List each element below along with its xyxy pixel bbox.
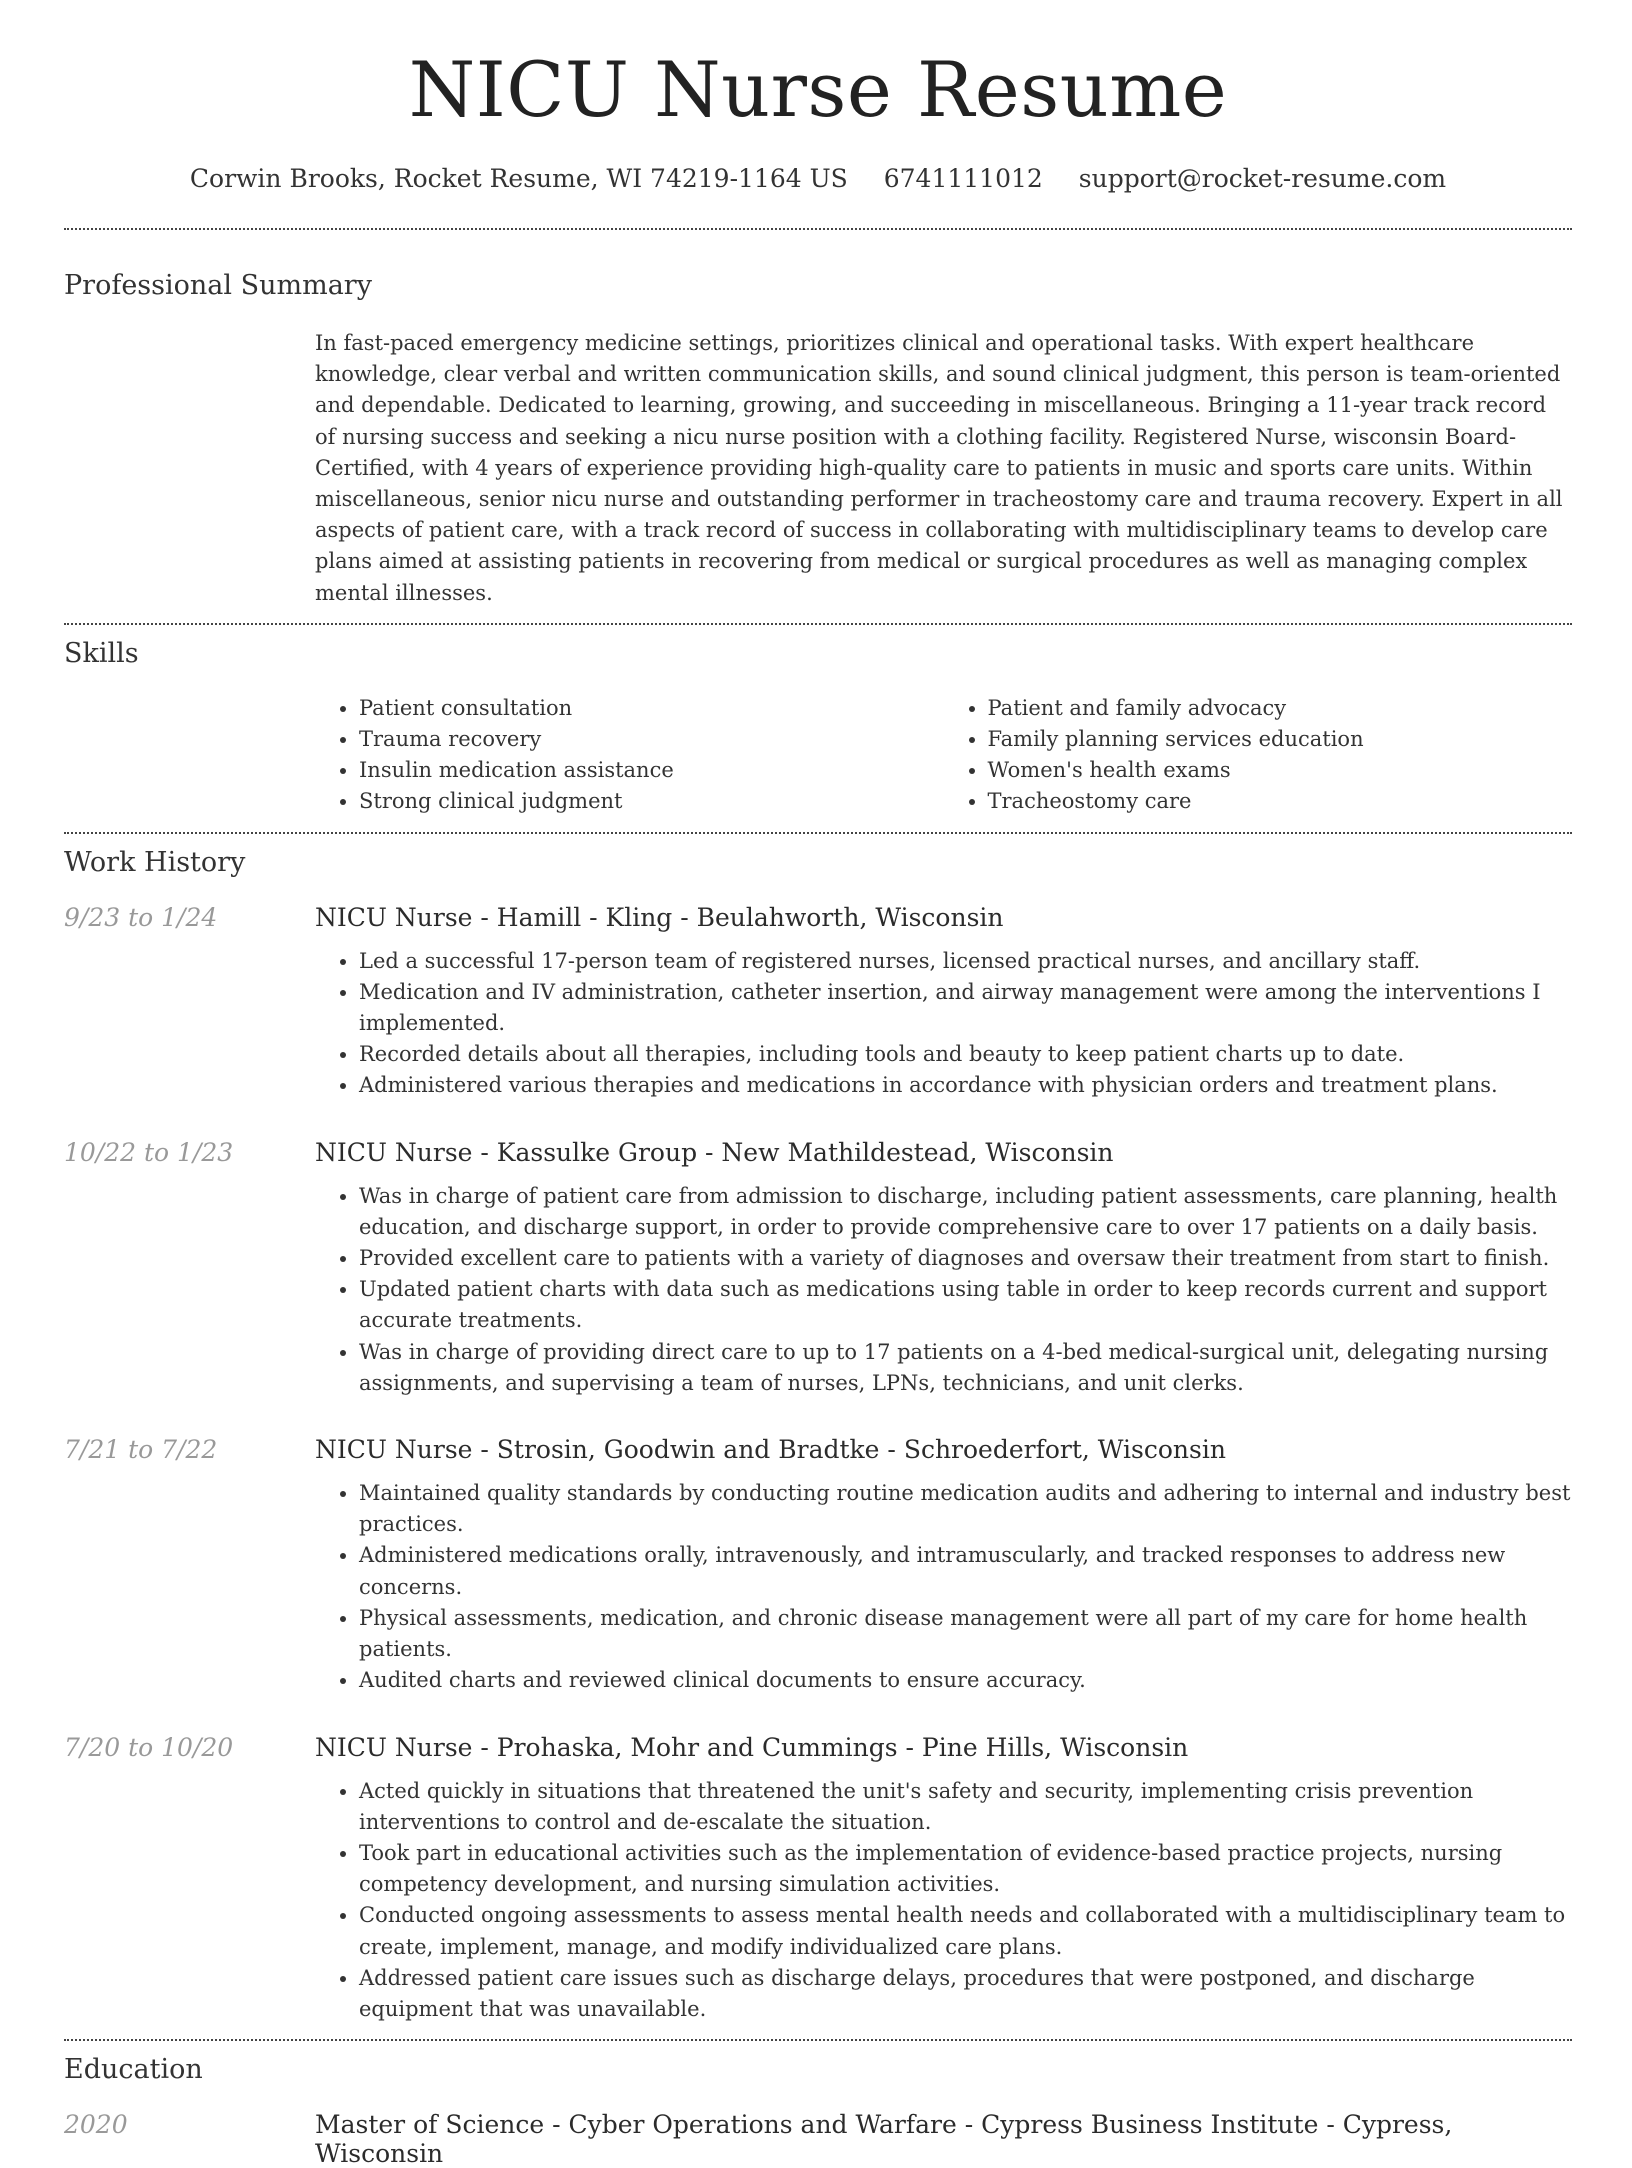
work-section bbox=[64, 847, 1572, 2025]
divider bbox=[64, 623, 1572, 625]
job-bullets bbox=[315, 1478, 1572, 1696]
job-bullet: • Led a successful 17-person team of registered nurses, licensed practical nurses, and ancillary staff. bbox=[359, 946, 1572, 977]
job-bullets bbox=[315, 946, 1572, 1102]
job-bullet: • Conducted ongoing assessments to assess mental health needs and collaborated with a multidisciplinary team to create, implement, manage, and modify individualized care plans. bbox=[359, 1900, 1572, 1962]
job-bullet: • Was in charge of patient care from admission to discharge, including patient assessments, care planning, health education, and discharge support, in order to provide comprehensive care to over 17 patients on a daily basis. bbox=[359, 1181, 1572, 1243]
skills-columns bbox=[315, 693, 1572, 818]
job-date: 10/22 to 1/23 bbox=[64, 1137, 234, 1167]
job-title: NICU Nurse - Kassulke Group - New Mathildestead, Wisconsin bbox=[315, 1137, 1114, 1167]
job-bullet: • Took part in educational activities such as the implementation of evidence-based practice projects, nursing competency development, and nursing simulation activities. bbox=[359, 1838, 1572, 1900]
job-bullet: • Audited charts and reviewed clinical documents to ensure accuracy. bbox=[359, 1665, 1572, 1696]
job-body bbox=[315, 1138, 1572, 1399]
job-bullet: • Administered medications orally, intravenously, and intramuscularly, and tracked responses to address new concerns. bbox=[359, 1540, 1572, 1602]
education-section bbox=[64, 2054, 1572, 2168]
job-bullet: • Administered various therapies and medications in accordance with physician orders and treatment plans. bbox=[359, 1070, 1572, 1101]
job-bullet: • Physical assessments, medication, and chronic disease management were all part of my care for home health patients. bbox=[359, 1603, 1572, 1665]
education-heading: Education bbox=[64, 2054, 203, 2086]
education-date: 2020 bbox=[64, 2110, 128, 2140]
skill-item: • Women's health exams bbox=[988, 755, 1573, 786]
contact-line bbox=[64, 164, 1572, 193]
job-bullet: • Recorded details about all therapies, including tools and beauty to keep patient charts up to date. bbox=[359, 1039, 1572, 1070]
job-bullet: • Was in charge of providing direct care to up to 17 patients on a 4-bed medical-surgical unit, delegating nursing assignments, and supervising a team of nurses, LPNs, technicians, and unit clerks. bbox=[359, 1337, 1572, 1399]
job-bullets bbox=[315, 1181, 1572, 1399]
resume-page bbox=[64, 0, 1572, 2168]
education-body bbox=[315, 2110, 1572, 2168]
divider bbox=[64, 832, 1572, 834]
job-bullet: • Addressed patient care issues such as discharge delays, procedures that were postponed, and discharge equipment that was unavailable. bbox=[359, 1963, 1572, 2025]
contact-email: support@rocket-resume.com bbox=[1078, 164, 1447, 193]
skills-heading: Skills bbox=[64, 637, 139, 669]
summary-section bbox=[64, 270, 1572, 609]
skills-section bbox=[64, 638, 1572, 818]
divider bbox=[64, 2039, 1572, 2041]
skills-right-list bbox=[944, 693, 1573, 818]
job-bullet: • Medication and IV administration, catheter insertion, and airway management were among the interventions I implemented. bbox=[359, 977, 1572, 1039]
job-entry bbox=[64, 1435, 1572, 1696]
skill-item: • Patient consultation bbox=[359, 693, 944, 724]
skill-item: • Patient and family advocacy bbox=[988, 693, 1573, 724]
summary-heading: Professional Summary bbox=[64, 270, 372, 301]
resume-title: NICU Nurse Resume bbox=[408, 45, 1228, 134]
job-entry bbox=[64, 1733, 1572, 2026]
job-title: NICU Nurse - Strosin, Goodwin and Bradtke - Schroederfort, Wisconsin bbox=[315, 1435, 1226, 1465]
summary-text: In fast-paced emergency medicine settings, prioritizes clinical and operational tasks. With expert healthcare knowledge, clear verbal and written communication skills, and sound clinical judgment, this person is team-oriented and dependable. Dedicated to learning, growing, and succeeding in miscellaneous. Bringing a 11-year track record of nursing success and seeking a nicu nurse position with a clothing facility. Registered Nurse, wisconsin Board-Certified, with 4 years of experience providing high-quality care to patients in music and sports care units. Within miscellaneous, senior nicu nurse and outstanding performer in tracheostomy care and trauma recovery. Expert in all aspects of patient care, with a track record of success in collaborating with multidisciplinary teams to develop care plans aimed at assisting patients in recovering from medical or surgical procedures as well as managing complex mental illnesses. bbox=[315, 331, 1563, 605]
skill-item: • Insulin medication assistance bbox=[359, 755, 944, 786]
job-bullets bbox=[315, 1776, 1572, 2026]
contact-phone: 6741111012 bbox=[883, 164, 1043, 193]
skill-item: • Strong clinical judgment bbox=[359, 786, 944, 817]
job-entry bbox=[64, 903, 1572, 1102]
job-date: 7/21 to 7/22 bbox=[64, 1435, 218, 1465]
job-bullet: • Maintained quality standards by conducting routine medication audits and adhering to internal and industry best practices. bbox=[359, 1478, 1572, 1540]
job-body bbox=[315, 1733, 1572, 2026]
job-title: NICU Nurse - Hamill - Kling - Beulahworth, Wisconsin bbox=[315, 902, 1004, 932]
job-bullet: • Acted quickly in situations that threatened the unit's safety and security, implementing crisis prevention interventions to control and de-escalate the situation. bbox=[359, 1776, 1572, 1838]
skills-left-list bbox=[315, 693, 944, 818]
skill-item: • Tracheostomy care bbox=[988, 786, 1573, 817]
skill-item: • Trauma recovery bbox=[359, 724, 944, 755]
job-bullet: • Provided excellent care to patients with a variety of diagnoses and oversaw their treatment from start to finish. bbox=[359, 1243, 1572, 1274]
divider bbox=[64, 228, 1572, 230]
work-heading: Work History bbox=[64, 846, 246, 878]
job-date: 7/20 to 10/20 bbox=[64, 1732, 234, 1762]
education-title: Master of Science - Cyber Operations and Warfare - Cypress Business Institute - Cypress, Wisconsin bbox=[315, 2110, 1453, 2168]
contact-address: Corwin Brooks, Rocket Resume, WI 74219-1164 US bbox=[189, 164, 848, 193]
education-entry bbox=[64, 2110, 1572, 2168]
job-title: NICU Nurse - Prohaska, Mohr and Cummings - Pine Hills, Wisconsin bbox=[315, 1732, 1189, 1762]
job-date: 9/23 to 1/24 bbox=[64, 902, 218, 932]
job-bullet: • Updated patient charts with data such as medications using table in order to keep records current and support accurate treatments. bbox=[359, 1274, 1572, 1336]
skill-item: • Family planning services education bbox=[988, 724, 1573, 755]
job-body bbox=[315, 903, 1572, 1102]
job-entry bbox=[64, 1138, 1572, 1399]
job-body bbox=[315, 1435, 1572, 1696]
